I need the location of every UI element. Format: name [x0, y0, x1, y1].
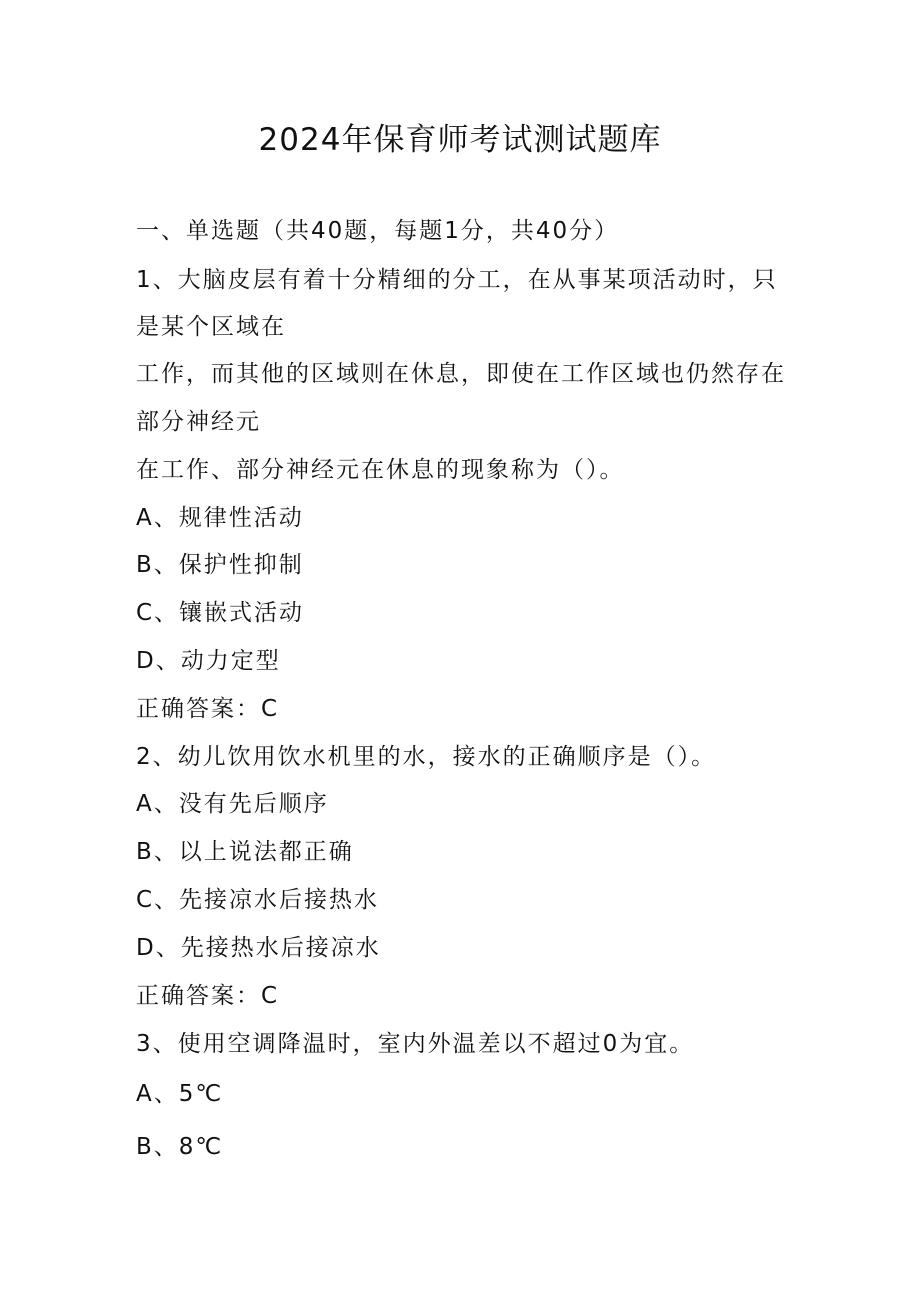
question-3-option-a: A、5℃ — [136, 1081, 224, 1107]
question-1-option-c: C、镶嵌式活动 — [136, 600, 305, 626]
question-1-stem-line-2: 是某个区域在 — [136, 314, 286, 340]
question-2-option-c: C、先接凉水后接热水 — [136, 887, 380, 913]
question-3-option-b: B、8℃ — [136, 1134, 224, 1160]
question-2-option-d: D、先接热水后接凉水 — [136, 935, 381, 961]
document-title: 2024年保育师考试测试题库 — [258, 122, 662, 158]
section-heading: 一、单选题（共40题，每题1分，共40分） — [136, 218, 620, 244]
question-1-answer: 正确答案：C — [136, 696, 280, 722]
question-1-option-a: A、规律性活动 — [136, 505, 304, 531]
question-2-answer: 正确答案：C — [136, 983, 280, 1009]
question-1-stem-line-3: 工作，而其他的区域则在休息，即使在工作区域也仍然存在 — [136, 361, 786, 387]
question-2-stem: 2、幼儿饮用饮水机里的水，接水的正确顺序是（）。 — [136, 744, 717, 770]
question-1-stem-line-5: 在工作、部分神经元在休息的现象称为（）。 — [136, 457, 625, 483]
question-2-option-a: A、没有先后顺序 — [136, 791, 329, 817]
question-1-stem-line-4: 部分神经元 — [136, 409, 261, 435]
question-1-option-d: D、动力定型 — [136, 648, 281, 674]
question-1-stem-line-1: 1、大脑皮层有着十分精细的分工，在从事某项活动时，只 — [136, 267, 778, 293]
question-1-option-b: B、保护性抑制 — [136, 552, 304, 578]
question-3-stem: 3、使用空调降温时，室内外温差以不超过0为宜。 — [136, 1031, 695, 1057]
question-2-option-b: B、以上说法都正确 — [136, 839, 354, 865]
